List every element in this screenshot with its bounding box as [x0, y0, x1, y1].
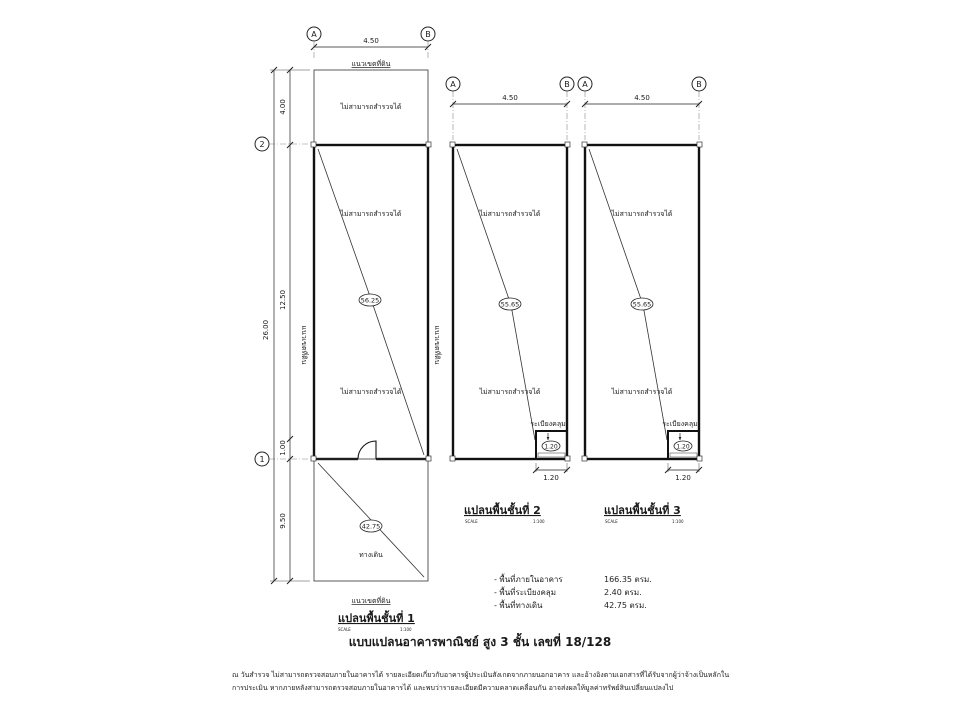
- floor3-note-upper: ไม่สามารถสำรวจได้: [611, 210, 673, 218]
- boundary-label-right: แนวเขตที่ดิน: [433, 325, 441, 365]
- floor1-note-lower: ไม่สามารถสำรวจได้: [340, 388, 402, 396]
- floor3-toilet-area: 1.20: [676, 443, 690, 451]
- svg-text:B: B: [425, 30, 431, 39]
- survey-note-line-2: การประเมิน หากภายหลังสามารถตรวจสอบภายในอาคารได้ และพบว่ารายละเอียดมีความคลาดเคลื่อนกัน อาจส่งผลให้มูลค่าทรัพย์สินเปลี่ยนแปลงไป: [232, 684, 674, 692]
- dim-depth-main: 12.50: [279, 289, 287, 311]
- floor2-main-area: 55.65: [500, 300, 520, 309]
- dim-width-floor1: 4.50: [363, 37, 379, 45]
- area-summary: [494, 573, 674, 612]
- area-label: - พื้นที่ระเบียงคลุม: [494, 588, 556, 597]
- floor1-note-upper: ไม่สามารถสำรวจได้: [340, 210, 402, 218]
- floor2-toilet-area: 1.20: [544, 443, 558, 451]
- svg-text:B: B: [564, 80, 570, 89]
- svg-text:A: A: [582, 80, 588, 89]
- svg-text:2: 2: [259, 140, 265, 149]
- area-value: 42.75 ตรม.: [604, 601, 647, 610]
- floor2-toilet-label: ระเบียงคลุม: [530, 420, 566, 428]
- floor2-note-upper: ไม่สามารถสำรวจได้: [479, 210, 541, 218]
- floor2-scale-value: 1:100: [533, 519, 545, 524]
- floor3-main-area: 55.65: [632, 300, 652, 309]
- floor3-scale-value: 1:100: [672, 519, 684, 524]
- dim-depth-total: 26.00: [262, 319, 270, 341]
- grid-axis-2: [255, 137, 269, 151]
- grid-axis-a-floor3: [578, 77, 592, 91]
- front-area-note: ไม่สามารถสำรวจได้: [340, 103, 402, 111]
- svg-text:A: A: [450, 80, 456, 89]
- floor3-plan: [578, 77, 706, 524]
- dim-depth-front: 4.00: [279, 99, 287, 115]
- area-row-walkway: [494, 599, 674, 612]
- dim-toilet-width-floor3: 1.20: [675, 474, 691, 482]
- survey-note-line-1: ณ วันสำรวจ ไม่สามารถตรวจสอบภายในอาคารได้ รายละเอียดเกี่ยวกับอาคารผู้ประเมินสังเกตจากภายนอกอาคาร และอ้างอิงตามเอกสารที่ได้รับจากผู้ว่าจ้างเป็นหลักใน: [232, 671, 730, 679]
- floor2-plan: [446, 77, 574, 524]
- walkway-label: ทางเดิน: [359, 551, 383, 559]
- floor3-plan-title: แปลนพื้นชั้นที่ 3: [604, 504, 681, 517]
- area-row-interior: [494, 573, 674, 586]
- drawing-title: แบบแปลนอาคารพาณิชย์ สูง 3 ชั้น เลขที่ 18/128: [348, 635, 612, 649]
- dim-width-floor2: 4.50: [502, 94, 518, 102]
- boundary-label-top: แนวเขตที่ดิน: [351, 60, 391, 68]
- floor2-plan-title: แปลนพื้นชั้นที่ 2: [464, 504, 541, 517]
- area-value: 2.40 ตรม.: [604, 588, 642, 597]
- boundary-label-bottom: แนวเขตที่ดิน: [351, 597, 391, 605]
- svg-text:1: 1: [259, 455, 265, 464]
- svg-text:B: B: [696, 80, 702, 89]
- floor3-toilet-label: ระเบียงคลุม: [662, 420, 698, 428]
- floor1-plan-title: แปลนพื้นชั้นที่ 1: [338, 612, 415, 625]
- grid-axis-b-floor3: [692, 77, 706, 91]
- floor3-scale-word: SCALE: [605, 519, 618, 524]
- floor1-scale-value: 1:100: [400, 627, 412, 632]
- area-row-covered: [494, 586, 674, 599]
- floor2-scale-word: SCALE: [465, 519, 478, 524]
- grid-axis-a-floor1: [307, 27, 321, 41]
- dim-width-floor3: 4.50: [634, 94, 650, 102]
- area-label: - พื้นที่ภายในอาคาร: [494, 575, 563, 584]
- floor1-scale-word: SCALE: [338, 627, 351, 632]
- dim-toilet-width-floor2: 1.20: [543, 474, 559, 482]
- grid-axis-1: [255, 452, 269, 466]
- area-value: 166.35 ตรม.: [604, 575, 652, 584]
- grid-axis-b-floor2: [560, 77, 574, 91]
- grid-axis-b-floor1: [421, 27, 435, 41]
- boundary-label-left: แนวเขตที่ดิน: [300, 325, 308, 365]
- area-label: - พื้นที่ทางเดิน: [494, 601, 543, 610]
- dim-depth-rear: 9.50: [279, 513, 287, 529]
- floor3-note-lower: ไม่สามารถสำรวจได้: [611, 388, 673, 396]
- survey-note: [232, 669, 732, 695]
- dim-depth-step: 1.00: [279, 440, 287, 456]
- floor1-main-area: 56.25: [360, 296, 380, 305]
- floor1-plan: [300, 27, 442, 632]
- floor2-note-lower: ไม่สามารถสำรวจได้: [479, 388, 541, 396]
- svg-text:A: A: [311, 30, 317, 39]
- grid-axis-a-floor2: [446, 77, 460, 91]
- rear-walkway-area: 42.75: [361, 522, 381, 531]
